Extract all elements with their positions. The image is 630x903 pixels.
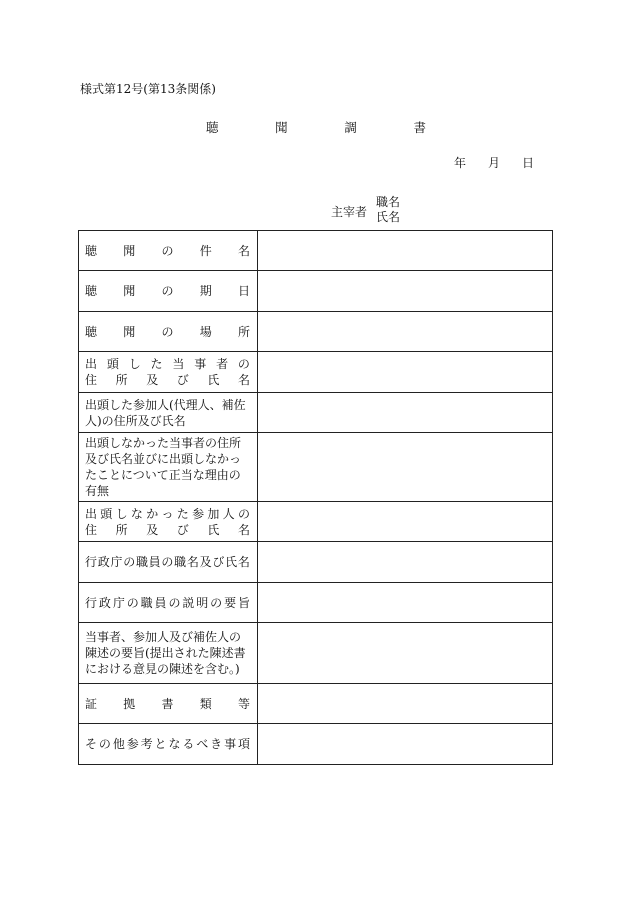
hearing-record-table [78, 230, 553, 765]
label-char: 氏 [207, 522, 220, 537]
row-label [79, 271, 258, 312]
label-char: 項 [237, 737, 250, 751]
label-char: 事 [194, 357, 207, 371]
row-label [79, 393, 258, 433]
label-char: の [161, 243, 174, 258]
label-char: 頭 [100, 506, 113, 521]
label-char: 頭 [106, 357, 119, 371]
label-char: た [150, 357, 163, 371]
table-row [79, 724, 553, 765]
label-char: 要 [224, 595, 237, 610]
label-line [85, 595, 252, 611]
label-text: 出頭しなかった当事者の住所及び氏名並びに出頭しなかったことについて正当な理由の有無 [85, 436, 242, 498]
row-value-field[interactable] [258, 271, 553, 312]
label-char: た [176, 506, 189, 521]
label-char: 行 [85, 555, 98, 569]
label-char: し [115, 506, 128, 521]
label-line [85, 506, 252, 522]
label-line [85, 372, 252, 388]
row-value-field[interactable] [258, 312, 553, 352]
presider-title-field: 職名 [376, 195, 401, 209]
label-char: 聴 [85, 243, 98, 258]
label-char: 政 [97, 555, 110, 569]
title-char: 調 [344, 120, 357, 135]
label-char: 名 [237, 555, 250, 569]
row-value-field[interactable] [258, 623, 553, 684]
label-line [85, 696, 252, 712]
label-line [85, 283, 252, 299]
label-char: 日 [237, 284, 250, 298]
row-value-field[interactable] [258, 684, 553, 724]
label-char: 期 [199, 284, 212, 298]
label-char: 職 [140, 595, 153, 610]
label-char: 聞 [123, 243, 136, 258]
label-char: と [154, 737, 167, 751]
table-row [79, 312, 553, 352]
table-row [79, 231, 553, 271]
label-char: な [168, 737, 181, 751]
row-label [79, 502, 258, 542]
label-char: 及 [146, 373, 159, 387]
label-line [85, 324, 252, 340]
label-char: し [128, 357, 141, 371]
row-value-field[interactable] [258, 352, 553, 393]
label-char: の [126, 595, 139, 610]
label-char: き [210, 737, 223, 751]
label-char: っ [161, 506, 174, 521]
label-char: 事 [224, 737, 237, 751]
label-char: 拠 [123, 696, 136, 711]
table-row [79, 542, 553, 583]
row-label [79, 433, 258, 502]
label-char: 及 [146, 522, 159, 537]
table-row [79, 433, 553, 502]
row-value-field[interactable] [258, 433, 553, 502]
label-char: び [176, 373, 189, 387]
label-char: 証 [85, 696, 98, 711]
table-row [79, 393, 553, 433]
title-char: 書 [413, 120, 426, 135]
label-char: 聴 [85, 324, 98, 339]
row-label [79, 684, 258, 724]
presider-fields [376, 195, 400, 225]
label-line [85, 554, 252, 570]
label-char: び [176, 522, 189, 537]
label-char: 名 [237, 522, 250, 537]
row-label [79, 724, 258, 765]
row-label [79, 542, 258, 583]
row-value-field[interactable] [258, 502, 553, 542]
label-char: び [212, 555, 225, 569]
label-char: 聴 [85, 284, 98, 298]
label-text: 当事者、参加人及び補佐人の陳述の要旨(提出された陳述書における意見の陳述を含む。) [85, 630, 246, 676]
table-row [79, 271, 553, 312]
label-char: 名 [186, 555, 199, 569]
label-char: の [210, 595, 223, 610]
label-char: の [123, 555, 136, 569]
row-label [79, 352, 258, 393]
label-char: 氏 [207, 373, 220, 387]
label-char: 旨 [237, 595, 250, 610]
label-line [85, 356, 252, 372]
row-label [79, 583, 258, 623]
label-char: 職 [135, 555, 148, 569]
label-char: の [237, 357, 250, 371]
label-char: 出 [85, 357, 98, 371]
label-char: 住 [85, 522, 98, 537]
label-line [85, 243, 252, 259]
date-year: 年 [454, 156, 467, 170]
label-char: 人 [222, 506, 235, 521]
label-char: べ [196, 737, 209, 751]
presider-label: 主宰者 [331, 205, 368, 219]
label-char: 名 [237, 373, 250, 387]
table-row [79, 352, 553, 393]
label-char: な [130, 506, 143, 521]
label-char: 住 [85, 373, 98, 387]
label-char: の [98, 737, 111, 751]
label-char: 参 [192, 506, 205, 521]
label-char: る [182, 737, 195, 751]
form-number: 様式第12号(第13条関係) [80, 82, 216, 96]
label-char: 聞 [123, 284, 136, 298]
label-char: の [161, 284, 174, 298]
table-row [79, 684, 553, 724]
row-value-field[interactable] [258, 724, 553, 765]
row-value-field[interactable] [258, 542, 553, 583]
label-char: の [168, 595, 181, 610]
label-char: 聞 [123, 324, 136, 339]
label-char: 件 [199, 243, 212, 258]
presider-name-field: 氏名 [376, 210, 401, 224]
label-char: 及 [199, 555, 212, 569]
label-char: 員 [154, 595, 167, 610]
label-char: 当 [172, 357, 185, 371]
label-text: 出頭した参加人(代理人、補佐人)の住所及び氏名 [85, 397, 246, 428]
label-char: の [161, 555, 174, 569]
document-title [206, 118, 426, 136]
label-char: 所 [115, 522, 128, 537]
title-char: 聴 [206, 120, 219, 135]
label-char: 名 [237, 243, 250, 258]
table-row [79, 502, 553, 542]
row-value-field[interactable] [258, 393, 553, 433]
label-line [85, 736, 252, 752]
label-char: 氏 [225, 555, 238, 569]
label-char: 所 [237, 324, 250, 339]
label-char: 者 [216, 357, 229, 371]
label-char: そ [85, 737, 98, 751]
table-row [79, 623, 553, 684]
label-line [85, 522, 252, 538]
label-char: 庁 [110, 555, 123, 569]
label-char: 参 [126, 737, 139, 751]
label-char: 員 [148, 555, 161, 569]
label-char: 場 [199, 324, 212, 339]
label-char: の [237, 506, 250, 521]
date-month: 月 [487, 156, 500, 170]
label-char: の [161, 324, 174, 339]
label-char: 職 [174, 555, 187, 569]
label-char: 書 [161, 696, 174, 711]
row-label [79, 623, 258, 684]
label-char: 加 [207, 506, 220, 521]
row-value-field[interactable] [258, 583, 553, 623]
row-value-field[interactable] [258, 231, 553, 271]
label-char: 類 [199, 696, 212, 711]
label-char: 所 [115, 373, 128, 387]
label-char: 他 [112, 737, 125, 751]
label-char: 明 [196, 595, 209, 610]
row-label [79, 312, 258, 352]
label-char: 出 [85, 506, 98, 521]
label-char: 庁 [112, 595, 125, 610]
title-char: 聞 [275, 120, 288, 135]
label-char: 行 [85, 595, 98, 610]
label-char: 等 [237, 696, 250, 711]
label-char: か [146, 506, 159, 521]
label-char: 説 [182, 595, 195, 610]
date-day: 日 [521, 156, 534, 170]
row-label [79, 231, 258, 271]
date-line [454, 154, 534, 171]
label-char: 政 [98, 595, 111, 610]
label-char: 考 [140, 737, 153, 751]
table-row [79, 583, 553, 623]
